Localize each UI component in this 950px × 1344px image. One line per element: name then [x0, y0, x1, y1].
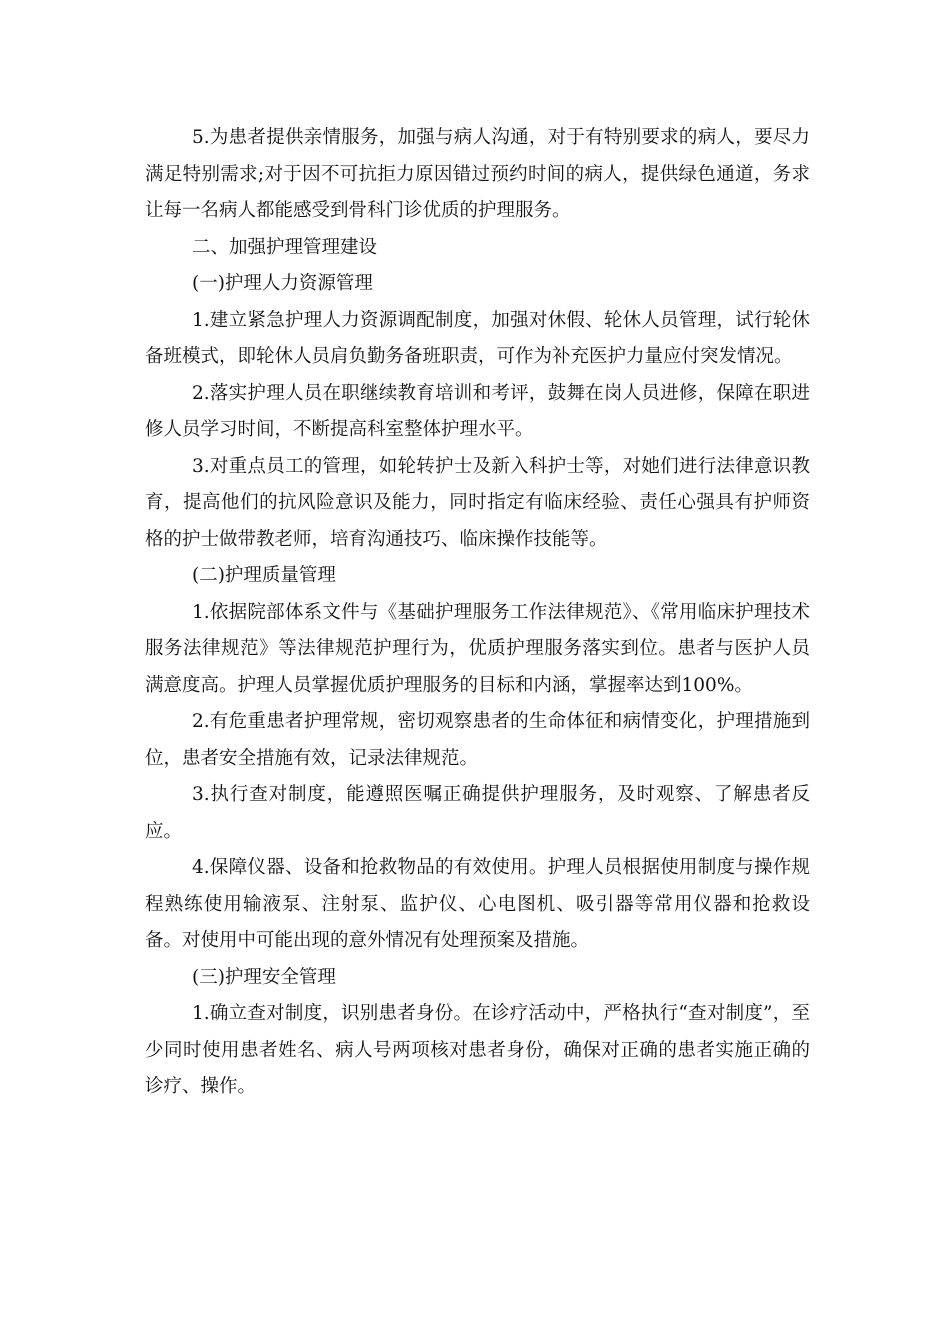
subsection-heading-safety: (三)护理安全管理 — [192, 966, 336, 988]
paragraph-quality-1: 1.依据院部体系文件与《基础护理服务工作法律规范》、《常用临床护理技术服务法律规范》等法律规范护理行为，优质护理服务落实到位。患者与医护人员满意度高。护理人员掌握优质护理服务的目标和内涵，掌握率达到100%。 — [145, 601, 810, 696]
paragraph-safety-1: 1.确立查对制度，识别患者身份。在诊疗活动中，严格执行“查对制度”，至少同时使用患者姓名、病人号两项核对患者身份，确保对正确的患者实施正确的诊疗、操作。 — [145, 1003, 810, 1097]
paragraph-hr-2: 2.落实护理人员在职继续教育培训和考评，鼓舞在岗人员进修，保障在职进修人员学习时间，不断提高科室整体护理水平。 — [145, 382, 810, 440]
paragraph-quality-4: 4.保障仪器、设备和抢救物品的有效使用。护理人员根据使用制度与操作规程熟练使用输液泵、注射泵、监护仪、心电图机、吸引器等常用仪器和抢救设备。对使用中可能出现的意外情况有处理预案及措施。 — [145, 857, 810, 951]
paragraph-quality-2: 2.有危重患者护理常规，密切观察患者的生命体征和病情变化，护理措施到位，患者安全措施有效，记录法律规范。 — [145, 711, 810, 769]
subsection-heading-hr: (一)护理人力资源管理 — [192, 273, 373, 294]
section-heading-management: 二、加强护理管理建设 — [192, 236, 378, 258]
paragraph-patient-service: 5.为患者提供亲情服务，加强与病人沟通，对于有特别要求的病人，要尽力满足特别需求;对于因不可抗拒力原因错过预约时间的病人，提供绿色通道，务求让每一名病人都能感受到骨科门诊优质的护理服务。 — [145, 127, 810, 221]
paragraph-hr-3: 3.对重点员工的管理，如轮转护士及新入科护士等，对她们进行法律意识教育，提高他们的抗风险意识及能力，同时指定有临床经验、责任心强具有护师资格的护士做带教老师，培育沟通技巧、临床操作技能等。 — [145, 455, 810, 550]
paragraph-hr-1: 1.建立紧急护理人力资源调配制度，加强对休假、轮休人员管理，试行轮休备班模式，即轮休人员肩负勤务备班职责，可作为补充医护力量应付突发情况。 — [145, 309, 810, 367]
subsection-heading-quality: (二)护理质量管理 — [192, 565, 336, 586]
paragraph-quality-3: 3.执行查对制度，能遵照医嘱正确提供护理服务，及时观察、了解患者反应。 — [145, 784, 810, 842]
document-body — [145, 120, 810, 1106]
